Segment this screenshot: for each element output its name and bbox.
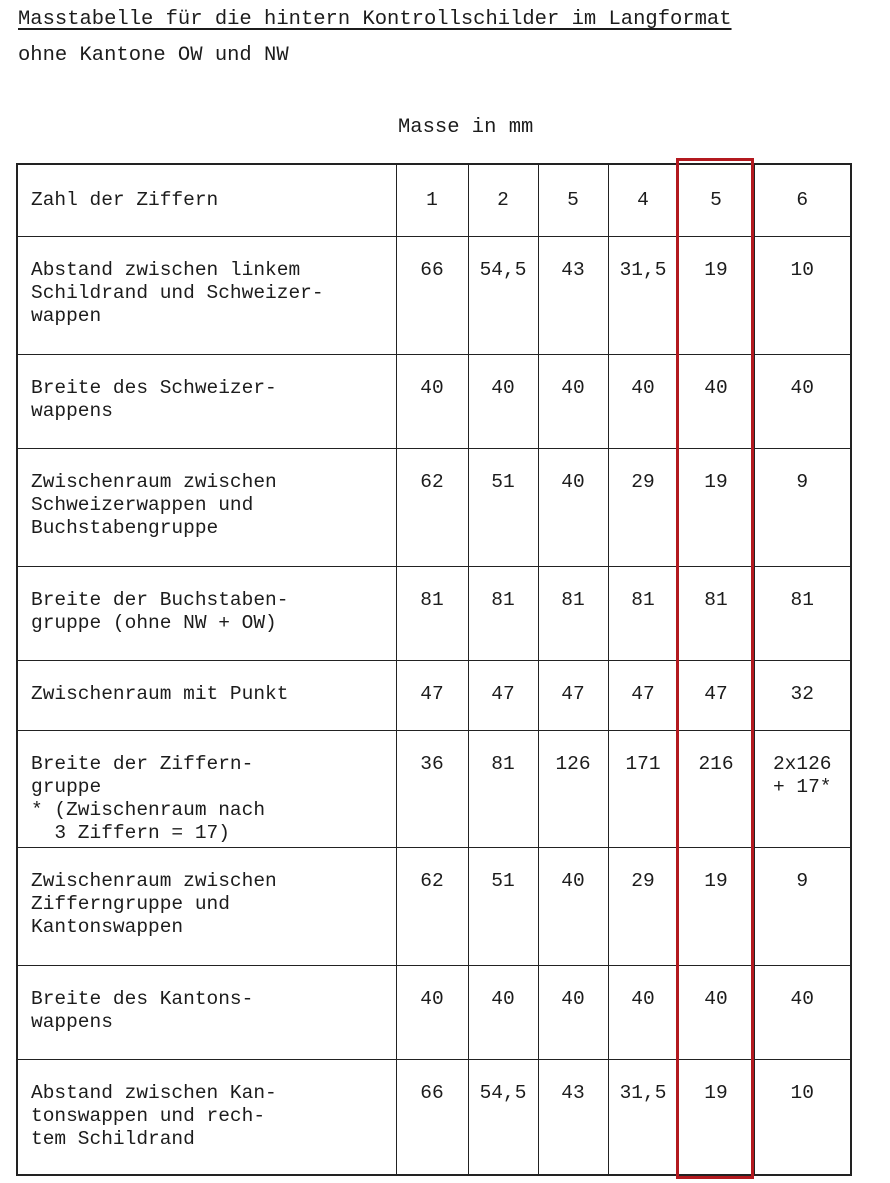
row-label: Zwischenraum zwischen Zifferngruppe und Kantonswappen — [17, 847, 396, 965]
table-cell: 40 — [538, 354, 608, 448]
table-cell: 40 — [754, 965, 851, 1059]
header-digit-count-2: 2 — [468, 164, 538, 236]
table-cell: 43 — [538, 236, 608, 354]
table-cell: 81 — [608, 566, 678, 660]
dimension-table — [16, 163, 852, 1176]
table-cell: 126 — [538, 730, 608, 847]
table-cell: 40 — [608, 965, 678, 1059]
table-cell: 31,5 — [608, 1059, 678, 1175]
units-caption: Masse in mm — [398, 116, 534, 139]
table-cell: 19 — [678, 1059, 754, 1175]
table-cell: 81 — [468, 730, 538, 847]
row-label: Breite der Buchstaben- gruppe (ohne NW + OW) — [17, 566, 396, 660]
table-cell: 81 — [754, 566, 851, 660]
table-cell: 43 — [538, 1059, 608, 1175]
table-cell: 81 — [468, 566, 538, 660]
table-cell: 9 — [754, 847, 851, 965]
table-cell: 81 — [538, 566, 608, 660]
header-digit-count-5: 5 — [678, 164, 754, 236]
table-cell: 40 — [678, 965, 754, 1059]
table-cell: 40 — [608, 354, 678, 448]
table-cell: 54,5 — [468, 1059, 538, 1175]
table-cell: 66 — [396, 236, 468, 354]
table-cell: 47 — [468, 660, 538, 730]
table-cell: 66 — [396, 1059, 468, 1175]
row-label: Abstand zwischen linkem Schildrand und Schweizer- wappen — [17, 236, 396, 354]
table-row — [17, 847, 851, 965]
table-cell: 81 — [396, 566, 468, 660]
table-cell: 51 — [468, 448, 538, 566]
header-digit-count-4: 4 — [608, 164, 678, 236]
table-cell: 40 — [538, 965, 608, 1059]
table-cell: 36 — [396, 730, 468, 847]
table-cell: 47 — [608, 660, 678, 730]
table-row — [17, 730, 851, 847]
row-label: Breite des Kantons- wappens — [17, 965, 396, 1059]
table-cell: 40 — [468, 354, 538, 448]
table-cell: 47 — [396, 660, 468, 730]
table-cell: 32 — [754, 660, 851, 730]
table-row — [17, 965, 851, 1059]
table-row — [17, 236, 851, 354]
header-digit-count-6: 6 — [754, 164, 851, 236]
table-cell: 54,5 — [468, 236, 538, 354]
table-cell: 40 — [538, 448, 608, 566]
table-cell: 171 — [608, 730, 678, 847]
table-cell: 216 — [678, 730, 754, 847]
table-cell: 2x126 + 17* — [754, 730, 851, 847]
row-label: Breite des Schweizer- wappens — [17, 354, 396, 448]
table-cell: 51 — [468, 847, 538, 965]
table-row — [17, 1059, 851, 1175]
table-row — [17, 660, 851, 730]
header-row — [17, 164, 851, 236]
table-cell: 10 — [754, 1059, 851, 1175]
header-digit-count-3: 5 — [538, 164, 608, 236]
row-label: Breite der Ziffern- gruppe * (Zwischenraum nach 3 Ziffern = 17) — [17, 730, 396, 847]
table-row — [17, 566, 851, 660]
table-cell: 31,5 — [608, 236, 678, 354]
header-digit-count-1: 1 — [396, 164, 468, 236]
table-cell: 10 — [754, 236, 851, 354]
table-cell: 40 — [678, 354, 754, 448]
header-label: Zahl der Ziffern — [17, 164, 396, 236]
table-row — [17, 448, 851, 566]
row-label: Abstand zwischen Kan- tonswappen und rech- tem Schildrand — [17, 1059, 396, 1175]
table-cell: 47 — [678, 660, 754, 730]
table-row — [17, 354, 851, 448]
table-cell: 19 — [678, 236, 754, 354]
table-cell: 40 — [396, 965, 468, 1059]
table-cell: 19 — [678, 847, 754, 965]
row-label: Zwischenraum zwischen Schweizerwappen und Buchstabengruppe — [17, 448, 396, 566]
document-title: Masstabelle für die hintern Kontrollschilder im Langformat — [18, 8, 732, 31]
table-cell: 9 — [754, 448, 851, 566]
table-cell: 81 — [678, 566, 754, 660]
table-cell: 62 — [396, 448, 468, 566]
row-label: Zwischenraum mit Punkt — [17, 660, 396, 730]
document-subtitle: ohne Kantone OW und NW — [18, 44, 289, 67]
table-cell: 19 — [678, 448, 754, 566]
table-cell: 62 — [396, 847, 468, 965]
table-cell: 40 — [396, 354, 468, 448]
table-cell: 29 — [608, 847, 678, 965]
table-cell: 47 — [538, 660, 608, 730]
table-cell: 40 — [538, 847, 608, 965]
table-cell: 40 — [468, 965, 538, 1059]
table-cell: 40 — [754, 354, 851, 448]
table-cell: 29 — [608, 448, 678, 566]
